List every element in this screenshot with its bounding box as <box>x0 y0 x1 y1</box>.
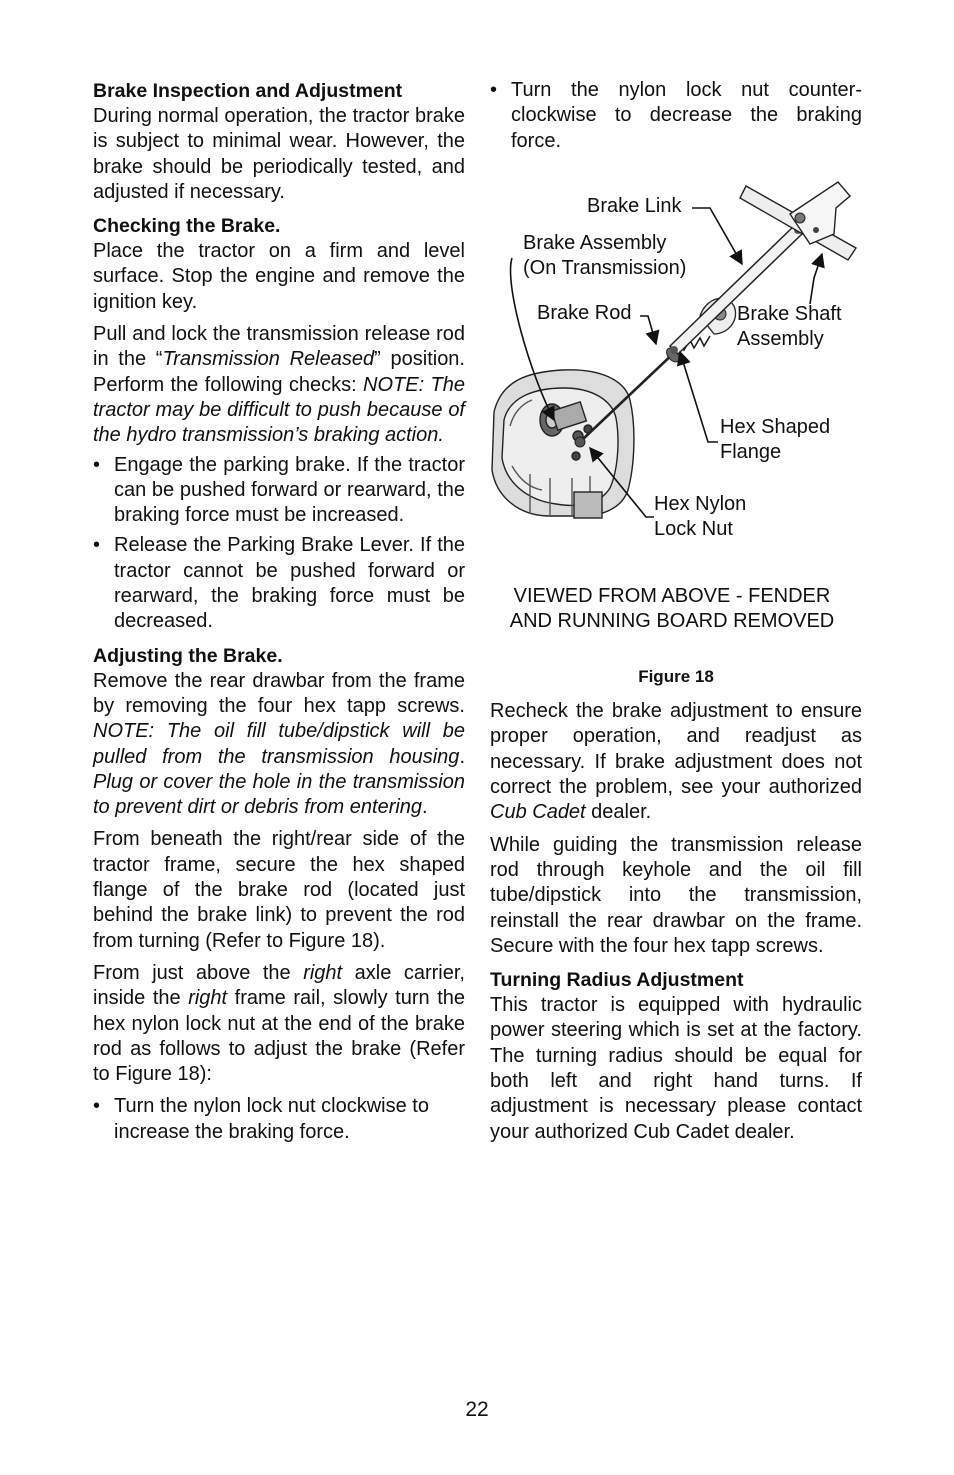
paragraph-secure-flange: From beneath the right/rear side of the tractor frame, secure the hex shaped flange of the brake rod (located just behind the brake link) to prevent the rod from turning (Refer to Figure 18). <box>93 828 465 952</box>
figure-number: Figure 18 <box>638 666 714 686</box>
label-brake-link: Brake Link <box>587 194 682 217</box>
page-number: 22 <box>465 1398 489 1421</box>
paragraph-recheck: Recheck the brake adjustment to ensure proper operation, and readjust as necessary. If brake adjustment does not correct the problem, see your authorized Cub Cadet dealer. <box>490 700 862 824</box>
heading-brake-inspection: Brake Inspection and Adjustment <box>93 80 403 102</box>
paragraph-remove-drawbar: Remove the rear drawbar from the frame by removing the four hex tapp screws. NOTE: The oil fill tube/dipstick will be pulled from the transmission housing. Plug or cover the hole in the transmission to prevent dirt or debris from entering. <box>93 669 465 819</box>
label-brake-shaft-sub: Assembly <box>737 327 824 350</box>
list-item: • Release the Parking Brake Lever. If the tractor cannot be pushed forward or rearward, the braking force must be decreased. <box>93 534 465 633</box>
paragraph-place-tractor: Place the tractor on a firm and level surface. Stop the engine and remove the ignition key. <box>93 240 465 313</box>
list-item: • Engage the parking brake. If the tractor can be pushed forward or rearward, the braking force must be increased. <box>93 453 465 527</box>
right-column <box>490 78 862 1152</box>
label-brake-rod: Brake Rod <box>537 301 632 324</box>
list-item: • Turn the nylon lock nut counter-clockwise to decrease the braking force. <box>490 79 862 152</box>
label-hex-nut: Hex Nylon <box>654 492 747 515</box>
label-hex-flange: Hex Shaped <box>720 415 831 438</box>
label-brake-shaft: Brake Shaft <box>737 302 842 325</box>
paragraph-turning-radius: This tractor is equipped with hydraulic power steering which is set at the factory. The turning radius should be equal for both left and right hand turns. If adjustment is necessary please contact your authorized Cub Cadet dealer. <box>490 994 862 1143</box>
figure-18-diagram <box>490 174 862 562</box>
paragraph-reinstall-drawbar: While guiding the transmission release rod through keyhole and the oil fill tube/dipstick into the transmission, reinstall the rear drawbar on the frame. Secure with the four hex tapp screws. <box>490 833 862 957</box>
check-bullets <box>93 453 465 635</box>
adjust-bullets-continued <box>490 78 862 154</box>
label-brake-assembly: Brake Assembly <box>523 231 667 254</box>
left-column <box>93 78 465 1151</box>
adjust-bullets <box>93 1094 465 1145</box>
paragraph-pull-release-rod: Pull and lock the transmission release rod in the “Transmission Released” position. Perform the following checks: NOTE: The tractor may be difficult to push because of the hydro transmission’s braking action. <box>93 323 465 447</box>
heading-checking-brake: Checking the Brake. <box>93 215 281 238</box>
figure-caption: VIEWED FROM ABOVE - FENDER AND RUNNING BOARD REMOVED <box>509 584 835 632</box>
label-hex-flange-sub: Flange <box>720 440 782 463</box>
list-item: • Turn the nylon lock nut clockwise to increase the braking force. <box>93 1095 429 1143</box>
label-brake-assembly-sub: (On Transmission) <box>523 256 687 279</box>
note-hydro: NOTE: The tractor may be difficult to push because of the hydro transmission’s braking action. <box>93 373 465 447</box>
paragraph-turn-nut: From just above the right axle carrier, inside the right frame rail, slowly turn the hex nylon lock nut at the end of the brake rod as follows to adjust the brake (Refer to Figure 18): <box>93 961 466 1086</box>
paragraph-intro: During normal operation, the tractor brake is subject to minimal wear. However, the brake should be periodically tested, and adjusted if necessary. <box>93 105 465 203</box>
heading-turning-radius: Turning Radius Adjustment <box>490 969 744 992</box>
label-hex-nut-sub: Lock Nut <box>654 517 733 540</box>
transmission-housing <box>492 370 634 518</box>
heading-adjusting-brake: Adjusting the Brake. <box>93 644 283 667</box>
